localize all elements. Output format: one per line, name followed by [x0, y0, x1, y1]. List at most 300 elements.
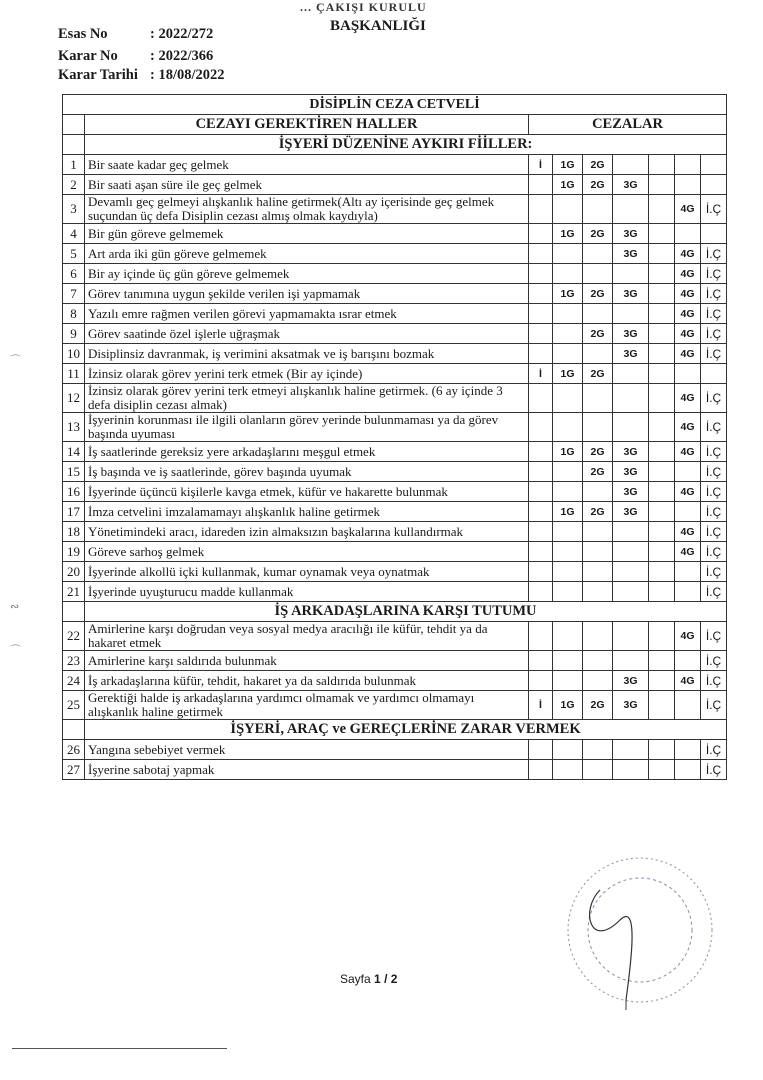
penalty-cell: 3G	[613, 502, 649, 522]
karar-no-label: Karar No	[58, 48, 118, 64]
table-row	[63, 522, 727, 542]
penalty-cell: 3G	[613, 344, 649, 364]
penalty-cell	[649, 224, 675, 244]
penalty-cell	[553, 542, 583, 562]
offense-description: Görev saatinde özel işlerle uğraşmak	[85, 324, 529, 344]
row-number: 4	[63, 224, 85, 244]
row-number: 13	[63, 413, 85, 442]
bottom-rule	[12, 1048, 227, 1049]
penalty-cell: İ.Ç	[701, 482, 727, 502]
penalty-cell: 2G	[583, 691, 613, 720]
penalty-cell: 3G	[613, 442, 649, 462]
penalty-cell	[553, 740, 583, 760]
penalty-cell: 2G	[583, 364, 613, 384]
offense-description: Yangına sebebiyet vermek	[85, 740, 529, 760]
penalty-cell: İ.Ç	[701, 195, 727, 224]
penalty-cell	[649, 344, 675, 364]
section-title: İŞ ARKADAŞLARINA KARŞI TUTUMU	[85, 602, 727, 622]
karar-tarihi-value: : 18/08/2022	[150, 67, 225, 83]
penalty-cell: İ.Ç	[701, 384, 727, 413]
offense-description: Art arda iki gün göreve gelmemek	[85, 244, 529, 264]
penalty-cell	[649, 324, 675, 344]
penalty-cell	[701, 175, 727, 195]
offense-description: Bir saati aşan süre ile geç gelmek	[85, 175, 529, 195]
page-separator: /	[384, 972, 388, 986]
penalty-cell	[613, 651, 649, 671]
penalty-cell: 4G	[675, 195, 701, 224]
penalty-cell	[583, 413, 613, 442]
penalty-cell	[613, 522, 649, 542]
penalty-cell: İ.Ç	[701, 304, 727, 324]
table-row	[63, 562, 727, 582]
penalty-cell	[649, 740, 675, 760]
penalty-cell	[583, 264, 613, 284]
section-title: İŞYERİ, ARAÇ ve GEREÇLERİNE ZARAR VERMEK	[85, 720, 727, 740]
penalty-cell	[553, 264, 583, 284]
row-number: 15	[63, 462, 85, 482]
header-top-fragment: ... ÇAKIŞI KURULU	[300, 0, 427, 14]
offense-description: İşyerinde uyuşturucu madde kullanmak	[85, 582, 529, 602]
penalty-cell	[675, 462, 701, 482]
penalty-cell	[529, 284, 553, 304]
table-row	[63, 442, 727, 462]
penalty-cell	[583, 671, 613, 691]
penalty-cell: 2G	[583, 155, 613, 175]
row-number: 21	[63, 582, 85, 602]
table-row	[63, 691, 727, 720]
table-row	[63, 244, 727, 264]
penalty-cell: İ.Ç	[701, 522, 727, 542]
penalty-cell	[583, 344, 613, 364]
offense-description: İşyerine sabotaj yapmak	[85, 760, 529, 780]
penalty-cell: 1G	[553, 442, 583, 462]
penalty-cell: 4G	[675, 522, 701, 542]
penalty-cell: 4G	[675, 482, 701, 502]
penalty-cell: 4G	[675, 324, 701, 344]
offense-description: Bir saate kadar geç gelmek	[85, 155, 529, 175]
penalty-cell	[649, 671, 675, 691]
row-number: 5	[63, 244, 85, 264]
penalty-cell	[553, 384, 583, 413]
penalty-cell	[701, 364, 727, 384]
penalty-cell	[675, 155, 701, 175]
empty-section-cell	[63, 135, 85, 155]
table-row	[63, 344, 727, 364]
penalty-cell: 2G	[583, 502, 613, 522]
official-stamp-icon	[560, 850, 720, 1010]
row-number: 17	[63, 502, 85, 522]
penalty-cell: 1G	[553, 175, 583, 195]
penalty-cell	[649, 651, 675, 671]
penalty-cell	[675, 364, 701, 384]
penalty-cell	[583, 195, 613, 224]
offense-description: İmza cetvelini imzalamamayı alışkanlık haline getirmek	[85, 502, 529, 522]
row-number: 19	[63, 542, 85, 562]
penalty-cell	[649, 264, 675, 284]
offense-description: Gerektiği halde iş arkadaşlarına yardımcı olmamak ve yardımcı olmamayı alışkanlık haline getirmek	[85, 691, 529, 720]
penalty-cell	[701, 224, 727, 244]
offense-description: İşyerinde üçüncü kişilerle kavga etmek, küfür ve hakarette bulunmak	[85, 482, 529, 502]
table-row	[63, 155, 727, 175]
penalty-cell: İ.Ç	[701, 740, 727, 760]
penalty-cell	[583, 482, 613, 502]
penalty-cell	[675, 224, 701, 244]
penalty-cell: 3G	[613, 324, 649, 344]
penalty-cell	[583, 562, 613, 582]
offense-description: Yönetimindeki aracı, idareden izin almaksızın başkalarına kullandırmak	[85, 522, 529, 542]
offense-description: İş saatlerinde gereksiz yere arkadaşlarını meşgul etmek	[85, 442, 529, 462]
table-row	[63, 384, 727, 413]
penalty-cell	[529, 442, 553, 462]
row-number: 10	[63, 344, 85, 364]
penalty-cell	[649, 364, 675, 384]
offense-description: Bir gün göreve gelmemek	[85, 224, 529, 244]
penalty-cell	[553, 582, 583, 602]
penalty-cell	[649, 155, 675, 175]
offense-description: İşyerinde alkollü içki kullanmak, kumar oynamak veya oynatmak	[85, 562, 529, 582]
penalty-cell: 1G	[553, 502, 583, 522]
penalty-cell	[529, 462, 553, 482]
discipline-penalty-table	[62, 94, 727, 780]
penalty-cell	[553, 195, 583, 224]
penalty-cell	[613, 760, 649, 780]
offense-description: İşyerinin korunması ile ilgili olanların görev yerinde bulunmaması ya da görev başında uyuması	[85, 413, 529, 442]
penalty-cell	[529, 324, 553, 344]
row-number: 11	[63, 364, 85, 384]
page-label: Sayfa	[340, 972, 371, 986]
penalty-cell	[553, 760, 583, 780]
row-number: 7	[63, 284, 85, 304]
offense-description: İş başında ve iş saatlerinde, görev başında uyumak	[85, 462, 529, 482]
penalty-cell	[529, 651, 553, 671]
penalty-cell	[553, 462, 583, 482]
penalty-cell	[649, 482, 675, 502]
penalty-cell	[613, 384, 649, 413]
esas-no-line	[58, 26, 213, 43]
penalty-cell: 2G	[583, 284, 613, 304]
row-number: 23	[63, 651, 85, 671]
row-number: 9	[63, 324, 85, 344]
penalty-cell	[529, 542, 553, 562]
penalty-cell	[613, 364, 649, 384]
penalty-cell: İ.Ç	[701, 582, 727, 602]
penalty-cell	[583, 244, 613, 264]
row-number: 3	[63, 195, 85, 224]
margin-mark: ∾	[10, 601, 20, 613]
penalty-cell	[675, 175, 701, 195]
penalty-cell	[529, 413, 553, 442]
penalty-cell	[583, 740, 613, 760]
penalty-cell	[613, 304, 649, 324]
table-title: DİSİPLİN CEZA CETVELİ	[63, 95, 727, 115]
karar-tarihi-line	[58, 67, 225, 84]
column-header-penalties: CEZALAR	[529, 115, 727, 135]
table-row	[63, 740, 727, 760]
penalty-cell	[529, 522, 553, 542]
penalty-cell: İ.Ç	[701, 562, 727, 582]
penalty-cell	[529, 562, 553, 582]
penalty-cell: 4G	[675, 442, 701, 462]
row-number: 26	[63, 740, 85, 760]
table-row	[63, 324, 727, 344]
table-row	[63, 195, 727, 224]
penalty-cell	[649, 244, 675, 264]
penalty-cell	[613, 740, 649, 760]
penalty-cell: İ.Ç	[701, 462, 727, 482]
penalty-cell: 4G	[675, 344, 701, 364]
penalty-cell	[675, 740, 701, 760]
penalty-cell	[649, 284, 675, 304]
penalty-cell	[613, 413, 649, 442]
penalty-cell	[529, 195, 553, 224]
offense-description: Bir ay içinde üç gün göreve gelmemek	[85, 264, 529, 284]
penalty-cell	[529, 244, 553, 264]
penalty-cell: İ.Ç	[701, 264, 727, 284]
penalty-cell: 4G	[675, 264, 701, 284]
penalty-cell	[649, 582, 675, 602]
margin-mark: ⌒	[10, 645, 21, 657]
penalty-cell	[649, 502, 675, 522]
row-number: 8	[63, 304, 85, 324]
row-number: 2	[63, 175, 85, 195]
penalty-cell	[553, 244, 583, 264]
row-number: 22	[63, 622, 85, 651]
penalty-cell: İ.Ç	[701, 622, 727, 651]
offense-description: Görev tanımına uygun şekilde verilen işi yapmamak	[85, 284, 529, 304]
table-row	[63, 413, 727, 442]
empty-header-cell	[63, 115, 85, 135]
penalty-cell: İ.Ç	[701, 760, 727, 780]
penalty-cell	[529, 740, 553, 760]
penalty-cell	[553, 344, 583, 364]
penalty-cell: 3G	[613, 244, 649, 264]
penalty-cell: 1G	[553, 691, 583, 720]
penalty-cell: İ.Ç	[701, 413, 727, 442]
row-number: 1	[63, 155, 85, 175]
penalty-cell: İ.Ç	[701, 691, 727, 720]
offense-description: İzinsiz olarak görev yerini terk etmek (Bir ay içinde)	[85, 364, 529, 384]
penalty-cell: 2G	[583, 324, 613, 344]
penalty-cell: İ.Ç	[701, 244, 727, 264]
page-total: 2	[390, 972, 398, 986]
penalty-cell: İ.Ç	[701, 671, 727, 691]
offense-description: Devamlı geç gelmeyi alışkanlık haline getirmek(Altı ay içerisinde geç gelmek suçundan üç defa Disiplin cezası almış olmak kaydıyla)	[85, 195, 529, 224]
penalty-cell	[613, 582, 649, 602]
row-number: 20	[63, 562, 85, 582]
penalty-cell: İ.Ç	[701, 284, 727, 304]
table-row	[63, 304, 727, 324]
karar-no-value: : 2022/366	[150, 48, 214, 64]
penalty-cell	[529, 304, 553, 324]
penalty-cell	[553, 482, 583, 502]
penalty-cell: 4G	[675, 304, 701, 324]
penalty-cell: 1G	[553, 155, 583, 175]
table-row	[63, 284, 727, 304]
empty-section-cell	[63, 720, 85, 740]
penalty-cell	[675, 582, 701, 602]
penalty-cell: 4G	[675, 671, 701, 691]
penalty-cell	[649, 175, 675, 195]
penalty-cell	[649, 691, 675, 720]
penalty-cell	[649, 442, 675, 462]
section-header-row	[63, 602, 727, 622]
penalty-cell	[529, 384, 553, 413]
penalty-cell	[583, 622, 613, 651]
row-number: 6	[63, 264, 85, 284]
penalty-cell: İ	[529, 155, 553, 175]
penalty-cell	[675, 651, 701, 671]
penalty-cell: 2G	[583, 175, 613, 195]
penalty-cell: 4G	[675, 413, 701, 442]
row-number: 27	[63, 760, 85, 780]
page-footer	[340, 972, 397, 986]
penalty-cell	[529, 671, 553, 691]
row-number: 16	[63, 482, 85, 502]
penalty-cell	[649, 462, 675, 482]
penalty-cell	[553, 522, 583, 542]
esas-no-label: Esas No	[58, 26, 108, 42]
table-row	[63, 482, 727, 502]
esas-no-value: : 2022/272	[150, 26, 214, 42]
penalty-cell	[553, 622, 583, 651]
header-title: BAŞKANLIĞI	[330, 18, 426, 34]
table-row	[63, 651, 727, 671]
penalty-cell	[529, 264, 553, 284]
penalty-cell	[613, 542, 649, 562]
penalty-cell	[553, 671, 583, 691]
penalty-cell	[529, 582, 553, 602]
offense-description: Amirlerine karşı saldırıda bulunmak	[85, 651, 529, 671]
penalty-cell: 3G	[613, 284, 649, 304]
penalty-cell: İ.Ç	[701, 344, 727, 364]
penalty-cell	[529, 622, 553, 651]
penalty-cell	[529, 482, 553, 502]
penalty-cell: 4G	[675, 542, 701, 562]
penalty-cell	[583, 582, 613, 602]
penalty-cell	[553, 413, 583, 442]
penalty-cell	[583, 522, 613, 542]
penalty-cell: 3G	[613, 691, 649, 720]
penalty-cell	[649, 413, 675, 442]
penalty-cell	[649, 384, 675, 413]
penalty-cell: 2G	[583, 224, 613, 244]
table-row	[63, 175, 727, 195]
penalty-cell: İ.Ç	[701, 651, 727, 671]
column-header-row	[63, 115, 727, 135]
penalty-cell: 4G	[675, 244, 701, 264]
penalty-cell	[649, 195, 675, 224]
penalty-cell: 1G	[553, 364, 583, 384]
table-row	[63, 622, 727, 651]
penalty-cell	[529, 175, 553, 195]
offense-description: İş arkadaşlarına küfür, tehdit, hakaret ya da saldırıda bulunmak	[85, 671, 529, 691]
section-header-row	[63, 720, 727, 740]
penalty-cell: 4G	[675, 284, 701, 304]
penalty-cell	[675, 760, 701, 780]
karar-tarihi-label: Karar Tarihi	[58, 67, 138, 83]
row-number: 14	[63, 442, 85, 462]
offense-description: Disiplinsiz davranmak, iş verimini aksatmak ve iş barışını bozmak	[85, 344, 529, 364]
table-row	[63, 582, 727, 602]
penalty-cell	[649, 522, 675, 542]
penalty-cell: 3G	[613, 462, 649, 482]
penalty-cell: İ	[529, 364, 553, 384]
penalty-cell	[529, 344, 553, 364]
margin-mark: ⌒	[10, 355, 21, 367]
penalty-cell	[613, 155, 649, 175]
penalty-cell: İ.Ç	[701, 542, 727, 562]
penalty-cell	[553, 324, 583, 344]
penalty-cell: İ.Ç	[701, 502, 727, 522]
penalty-cell: 3G	[613, 671, 649, 691]
penalty-cell	[529, 502, 553, 522]
penalty-cell	[701, 155, 727, 175]
penalty-cell	[649, 622, 675, 651]
penalty-cell	[675, 502, 701, 522]
row-number: 12	[63, 384, 85, 413]
penalty-cell	[529, 760, 553, 780]
penalty-cell	[583, 760, 613, 780]
penalty-cell: 2G	[583, 462, 613, 482]
penalty-cell	[583, 542, 613, 562]
penalty-cell	[553, 651, 583, 671]
penalty-cell: 3G	[613, 482, 649, 502]
table-row	[63, 542, 727, 562]
penalty-cell	[613, 562, 649, 582]
penalty-cell: 1G	[553, 284, 583, 304]
table-row	[63, 364, 727, 384]
penalty-cell	[675, 562, 701, 582]
row-number: 24	[63, 671, 85, 691]
offense-description: Göreve sarhoş gelmek	[85, 542, 529, 562]
table-row	[63, 224, 727, 244]
penalty-cell: 3G	[613, 224, 649, 244]
table-row	[63, 502, 727, 522]
table-row	[63, 462, 727, 482]
page-current: 1	[374, 972, 381, 986]
section-title: İŞYERİ DÜZENİNE AYKIRI FİİLLER:	[85, 135, 727, 155]
empty-section-cell	[63, 602, 85, 622]
penalty-cell	[529, 224, 553, 244]
karar-no-line	[58, 48, 213, 65]
penalty-cell	[583, 651, 613, 671]
penalty-cell: 2G	[583, 442, 613, 462]
penalty-cell	[553, 304, 583, 324]
penalty-cell: İ.Ç	[701, 442, 727, 462]
section-header-row	[63, 135, 727, 155]
penalty-cell	[649, 760, 675, 780]
penalty-cell	[649, 562, 675, 582]
penalty-cell: İ.Ç	[701, 324, 727, 344]
penalty-cell	[649, 542, 675, 562]
penalty-cell: 3G	[613, 175, 649, 195]
table-row	[63, 671, 727, 691]
penalty-cell	[675, 691, 701, 720]
penalty-cell: 4G	[675, 384, 701, 413]
penalty-cell	[583, 304, 613, 324]
penalty-cell	[613, 195, 649, 224]
penalty-cell	[553, 562, 583, 582]
offense-description: Yazılı emre rağmen verilen görevi yapmamakta ısrar etmek	[85, 304, 529, 324]
penalty-cell: İ	[529, 691, 553, 720]
penalty-cell	[613, 264, 649, 284]
penalty-cell	[583, 384, 613, 413]
table-row	[63, 760, 727, 780]
column-header-cases: CEZAYI GEREKTİREN HALLER	[85, 115, 529, 135]
penalty-cell: 1G	[553, 224, 583, 244]
table-row	[63, 264, 727, 284]
row-number: 18	[63, 522, 85, 542]
